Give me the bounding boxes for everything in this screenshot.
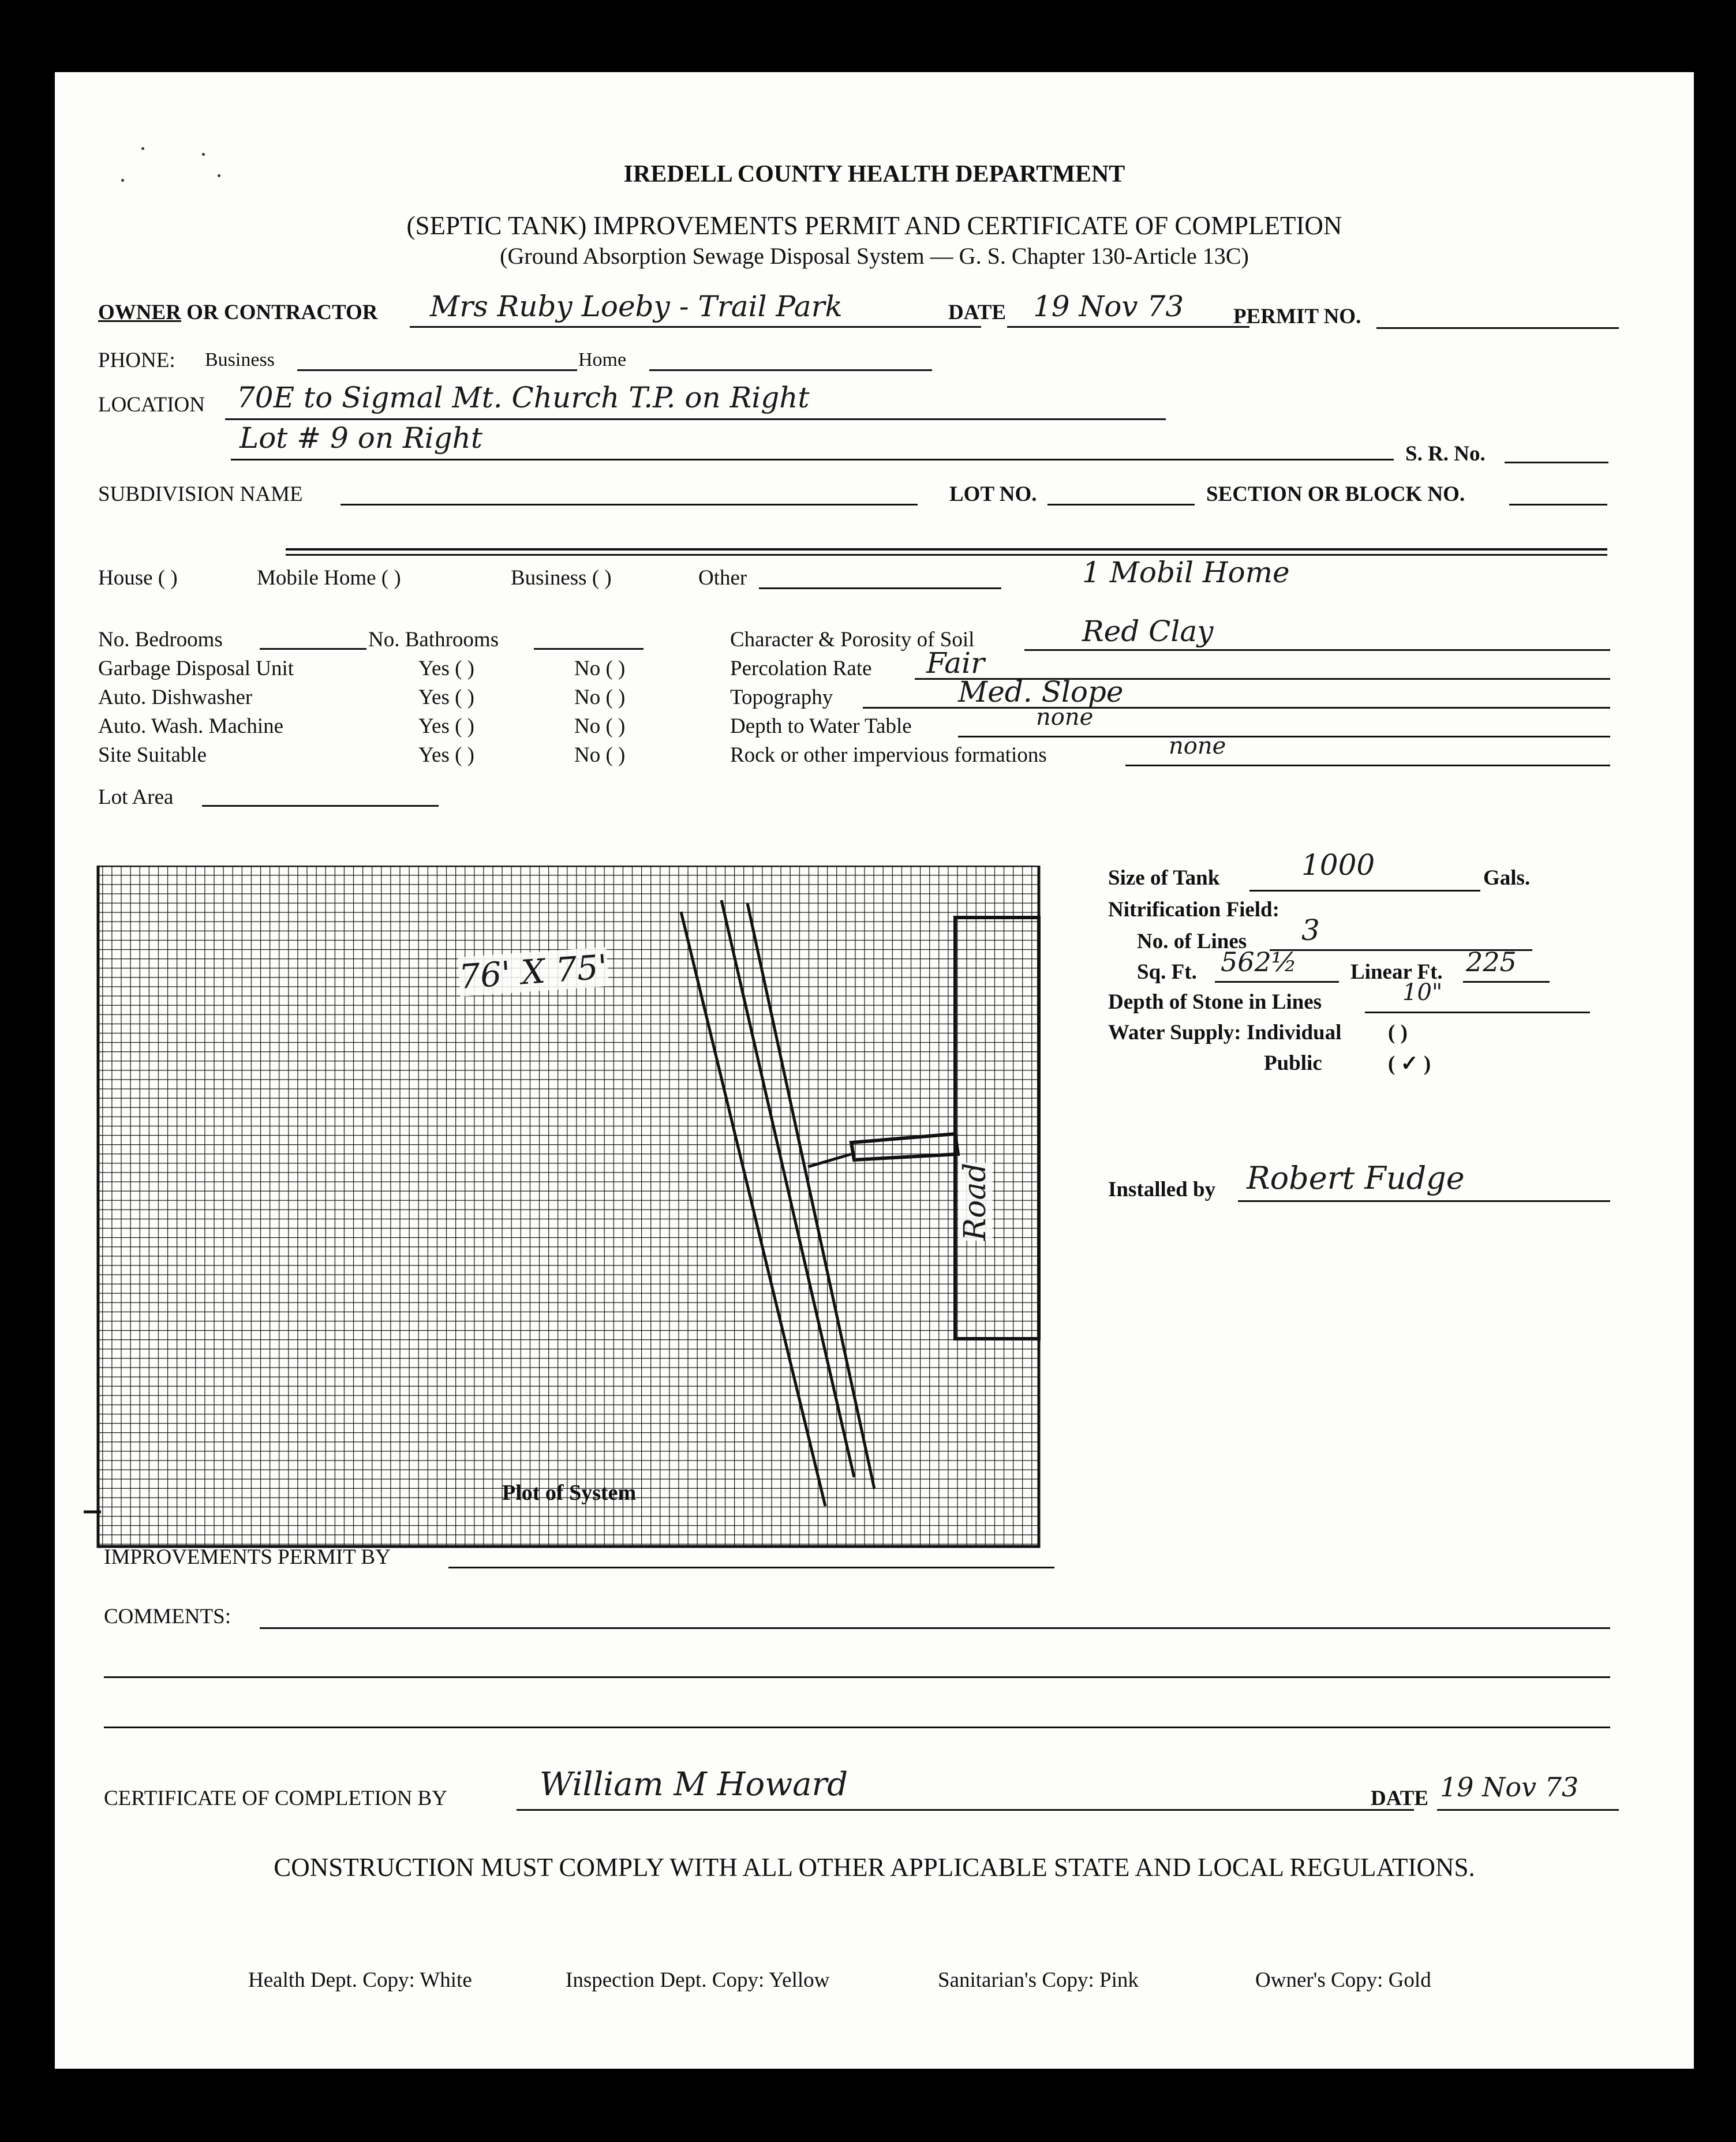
bathrooms-line	[534, 648, 643, 650]
business-checkbox: Business ( )	[511, 566, 612, 590]
speck	[141, 147, 144, 150]
installed-by-line	[1238, 1200, 1610, 1202]
garbage-no: No ( )	[574, 657, 626, 680]
location-line-2	[231, 459, 1394, 460]
sqft-label: Sq. Ft.	[1137, 960, 1197, 984]
improvements-by-line	[448, 1567, 1054, 1568]
dishwasher-no: No ( )	[574, 686, 626, 709]
gals-label: Gals.	[1483, 866, 1531, 890]
section-block-label: SECTION OR BLOCK NO.	[1206, 482, 1465, 506]
permit-no-line	[1376, 327, 1619, 329]
garbage-label: Garbage Disposal Unit	[98, 657, 294, 680]
site-suitable-no: No ( )	[574, 743, 626, 767]
owner-label-rest: OR CONTRACTOR	[181, 301, 378, 324]
phone-business-line	[297, 369, 577, 371]
cert-date-line	[1437, 1809, 1619, 1811]
divider-rule	[286, 548, 1607, 551]
house-checkbox: House ( )	[98, 566, 178, 590]
depth-stone-value: 10"	[1402, 979, 1443, 1006]
date-label: DATE	[948, 301, 1007, 324]
speck	[202, 153, 205, 156]
topography-label: Topography	[730, 686, 833, 709]
water-table-line	[958, 736, 1610, 737]
divider-rule-2	[286, 554, 1607, 556]
individual-checkbox: ( )	[1388, 1021, 1408, 1044]
improvements-by-label: IMPROVEMENTS PERMIT BY	[104, 1545, 391, 1569]
cert-by-line	[517, 1809, 1414, 1811]
water-table-value: none	[1036, 704, 1094, 731]
perc-label: Percolation Rate	[730, 657, 872, 680]
plot-road-label: Road	[958, 1163, 993, 1241]
water-table-label: Depth to Water Table	[730, 714, 912, 738]
cert-date-label: DATE	[1371, 1787, 1429, 1810]
location-value-2: Lot # 9 on Right	[240, 421, 482, 455]
comments-line-3	[104, 1727, 1610, 1728]
comments-label: COMMENTS:	[104, 1605, 231, 1628]
copy-health-dept: Health Dept. Copy: White	[248, 1968, 472, 1992]
cert-date-value: 19 Nov 73	[1440, 1772, 1579, 1803]
copy-owner: Owner's Copy: Gold	[1255, 1968, 1431, 1992]
site-suitable-yes: Yes ( )	[418, 743, 474, 767]
mobile-home-checkbox: Mobile Home ( )	[257, 566, 401, 590]
linear-ft-value: 225	[1466, 946, 1517, 978]
linear-ft-line	[1463, 981, 1550, 983]
date-value: 19 Nov 73	[1033, 290, 1184, 323]
permit-no-label: PERMIT NO.	[1233, 305, 1361, 328]
phone-home-label: Home	[578, 349, 627, 370]
sr-no-line	[1505, 462, 1608, 463]
plot-dimensions-note: 76' X 75'	[457, 947, 609, 997]
wash-machine-no: No ( )	[574, 714, 626, 738]
sqft-value: 562½	[1221, 946, 1297, 978]
soil-line	[1024, 649, 1610, 651]
rock-value: none	[1169, 733, 1226, 759]
location-value-1: 70E to Sigmal Mt. Church T.P. on Right	[237, 381, 810, 414]
size-tank-label: Size of Tank	[1108, 866, 1220, 890]
phone-label: PHONE:	[98, 349, 175, 372]
date-line	[1007, 326, 1249, 328]
section-block-line	[1509, 504, 1607, 505]
wash-machine-label: Auto. Wash. Machine	[98, 714, 284, 738]
public-checkbox: ( ✓ )	[1388, 1052, 1431, 1076]
rock-line	[1125, 765, 1610, 766]
compliance-notice: CONSTRUCTION MUST COMPLY WITH ALL OTHER APPLICABLE STATE AND LOCAL REGULATIONS.	[274, 1853, 1475, 1882]
copy-sanitarian: Sanitarian's Copy: Pink	[938, 1968, 1139, 1992]
owner-label	[98, 300, 377, 325]
linear-ft-label: Linear Ft.	[1350, 960, 1443, 984]
site-suitable-label: Site Suitable	[98, 743, 207, 767]
subdivision-line	[341, 504, 918, 505]
soil-label: Character & Porosity of Soil	[730, 628, 975, 651]
other-line	[759, 587, 1001, 589]
subdivision-label: SUBDIVISION NAME	[98, 482, 303, 506]
size-tank-value: 1000	[1301, 848, 1375, 882]
bedrooms-line	[260, 648, 366, 650]
wash-machine-yes: Yes ( )	[418, 714, 474, 738]
sqft-line	[1215, 981, 1339, 983]
rock-label: Rock or other impervious formations	[730, 743, 1047, 767]
dishwasher-label: Auto. Dishwasher	[98, 686, 253, 709]
lot-no-label: LOT NO.	[949, 482, 1037, 506]
water-supply-label: Water Supply: Individual	[1108, 1021, 1342, 1044]
no-lines-label: No. of Lines	[1137, 930, 1247, 953]
depth-stone-label: Depth of Stone in Lines	[1108, 990, 1322, 1014]
lot-area-label: Lot Area	[98, 785, 174, 809]
owner-label-underlined: OWNER	[98, 301, 181, 324]
owner-line	[410, 326, 981, 328]
topography-value: Med. Slope	[958, 675, 1124, 709]
copy-inspection-dept: Inspection Dept. Copy: Yellow	[566, 1968, 830, 1992]
form-title: (SEPTIC TANK) IMPROVEMENTS PERMIT AND CERTIFICATE OF COMPLETION	[406, 211, 1342, 240]
lot-area-line	[202, 805, 439, 807]
form-subtitle: (Ground Absorption Sewage Disposal System — G. S. Chapter 130-Article 13C)	[500, 243, 1249, 269]
nitrification-label: Nitrification Field:	[1108, 898, 1279, 922]
sr-no-label: S. R. No.	[1405, 442, 1486, 466]
phone-home-line	[649, 369, 932, 371]
installed-by-signature: Robert Fudge	[1247, 1160, 1465, 1196]
soil-value: Red Clay	[1082, 615, 1214, 648]
location-label: LOCATION	[98, 393, 205, 417]
plot-caption: Plot of System	[502, 1481, 637, 1505]
comments-line-2	[104, 1676, 1610, 1678]
permit-form	[55, 72, 1694, 2069]
cert-by-label: CERTIFICATE OF COMPLETION BY	[104, 1787, 447, 1810]
comments-line-1	[260, 1627, 1610, 1629]
other-value: 1 Mobil Home	[1082, 556, 1290, 589]
bathrooms-label: No. Bathrooms	[368, 628, 499, 651]
depth-stone-line	[1365, 1012, 1590, 1013]
other-label: Other	[698, 566, 747, 590]
no-lines-value: 3	[1301, 913, 1320, 947]
bedrooms-label: No. Bedrooms	[98, 628, 223, 651]
location-line-1	[225, 418, 1166, 420]
dishwasher-yes: Yes ( )	[418, 686, 474, 709]
phone-business-label: Business	[205, 349, 275, 370]
cert-by-signature: William M Howard	[540, 1766, 848, 1803]
public-label: Public	[1264, 1051, 1322, 1075]
org-heading: IREDELL COUNTY HEALTH DEPARTMENT	[623, 161, 1125, 188]
perc-value: Fair	[926, 646, 985, 680]
size-tank-line	[1249, 890, 1480, 892]
lot-no-line	[1047, 504, 1195, 505]
garbage-yes: Yes ( )	[418, 657, 474, 680]
installed-by-label: Installed by	[1108, 1178, 1216, 1201]
owner-value: Mrs Ruby Loeby - Trail Park	[430, 290, 843, 323]
